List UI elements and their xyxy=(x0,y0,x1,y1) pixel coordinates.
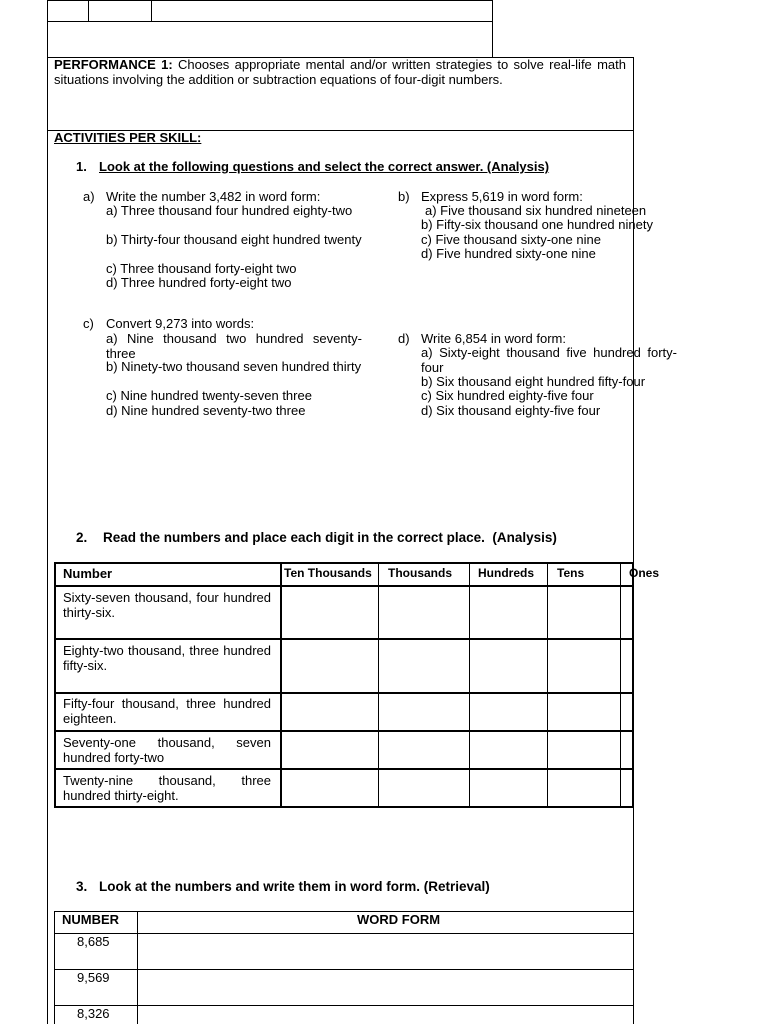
header-ones: Ones xyxy=(629,566,660,580)
option-d: d) Five hundred sixty-one nine xyxy=(421,246,596,261)
table-row-label: Seventy-one thousand, seven hundred forty-two xyxy=(63,735,271,765)
q3-number: 3. xyxy=(76,879,88,894)
option-c: c) Five thousand sixty-one nine xyxy=(421,232,601,247)
header-thousands: Thousands xyxy=(388,566,453,580)
header-ten-thousands: Ten Thousands xyxy=(284,566,372,580)
table-row-number: 8,685 xyxy=(77,934,110,949)
item-question: Convert 9,273 into words: xyxy=(106,316,255,331)
performance-statement xyxy=(54,58,626,87)
option-b: b) Ninety-two thousand seven hundred thirty xyxy=(106,359,362,374)
option-b: b) Six thousand eight hundred fifty-four xyxy=(421,374,646,389)
option-d: d) Three hundred forty-eight two xyxy=(106,275,292,290)
q2-number: 2. xyxy=(76,530,88,545)
option-b: b) Thirty-four thousand eight hundred twenty xyxy=(106,232,362,247)
item-letter: c) xyxy=(83,316,94,331)
table-row-number: 8,326 xyxy=(77,1006,110,1021)
option-a: a) Three thousand four hundred eighty-two xyxy=(106,203,353,218)
option-a: a) Nine thousand two hundred seventy-three xyxy=(106,331,362,361)
item-letter: b) xyxy=(398,189,410,204)
item-letter: a) xyxy=(83,189,95,204)
option-a: a) Five thousand six hundred nineteen xyxy=(425,203,647,218)
table-row-label: Twenty-nine thousand, three hundred thirty-eight. xyxy=(63,773,271,803)
q3-title: Look at the numbers and write them in word form. (Retrieval) xyxy=(99,879,490,894)
item-question: Write 6,854 in word form: xyxy=(421,331,566,346)
activities-heading: ACTIVITIES PER SKILL: xyxy=(54,130,202,145)
header-hundreds: Hundreds xyxy=(478,566,535,580)
performance-text: Chooses appropriate mental and/or written strategies to solve real-life math situations involving the addition or subtraction equations of four-digit numbers. xyxy=(54,57,626,87)
performance-label: PERFORMANCE 1: xyxy=(54,57,173,72)
header-number: NUMBER xyxy=(62,912,120,927)
q2-title: Read the numbers and place each digit in the correct place. (Analysis) xyxy=(103,530,557,545)
table-row-label: Fifty-four thousand, three hundred eighteen. xyxy=(63,696,271,726)
table-row-label: Eighty-two thousand, three hundred fifty-six. xyxy=(63,643,271,673)
item-letter: d) xyxy=(398,331,410,346)
option-d: d) Six thousand eighty-five four xyxy=(421,403,601,418)
header-word-form: WORD FORM xyxy=(357,912,441,927)
option-b: b) Fifty-six thousand one hundred ninety xyxy=(421,217,653,232)
q1-title: Look at the following questions and select the correct answer. (Analysis) xyxy=(99,159,550,174)
header-number: Number xyxy=(63,566,113,581)
table-row-number: 9,569 xyxy=(77,970,110,985)
option-c: c) Three thousand forty-eight two xyxy=(106,261,297,276)
option-a: a) Sixty-eight thousand five hundred forty-four xyxy=(421,345,677,375)
q1-number: 1. xyxy=(76,159,87,174)
item-question: Express 5,619 in word form: xyxy=(421,189,583,204)
option-c: c) Nine hundred twenty-seven three xyxy=(106,388,312,403)
option-c: c) Six hundred eighty-five four xyxy=(421,388,594,403)
header-tens: Tens xyxy=(557,566,585,580)
table-row-label: Sixty-seven thousand, four hundred thirty-six. xyxy=(63,590,271,620)
item-question: Write the number 3,482 in word form: xyxy=(106,189,321,204)
option-d: d) Nine hundred seventy-two three xyxy=(106,403,306,418)
